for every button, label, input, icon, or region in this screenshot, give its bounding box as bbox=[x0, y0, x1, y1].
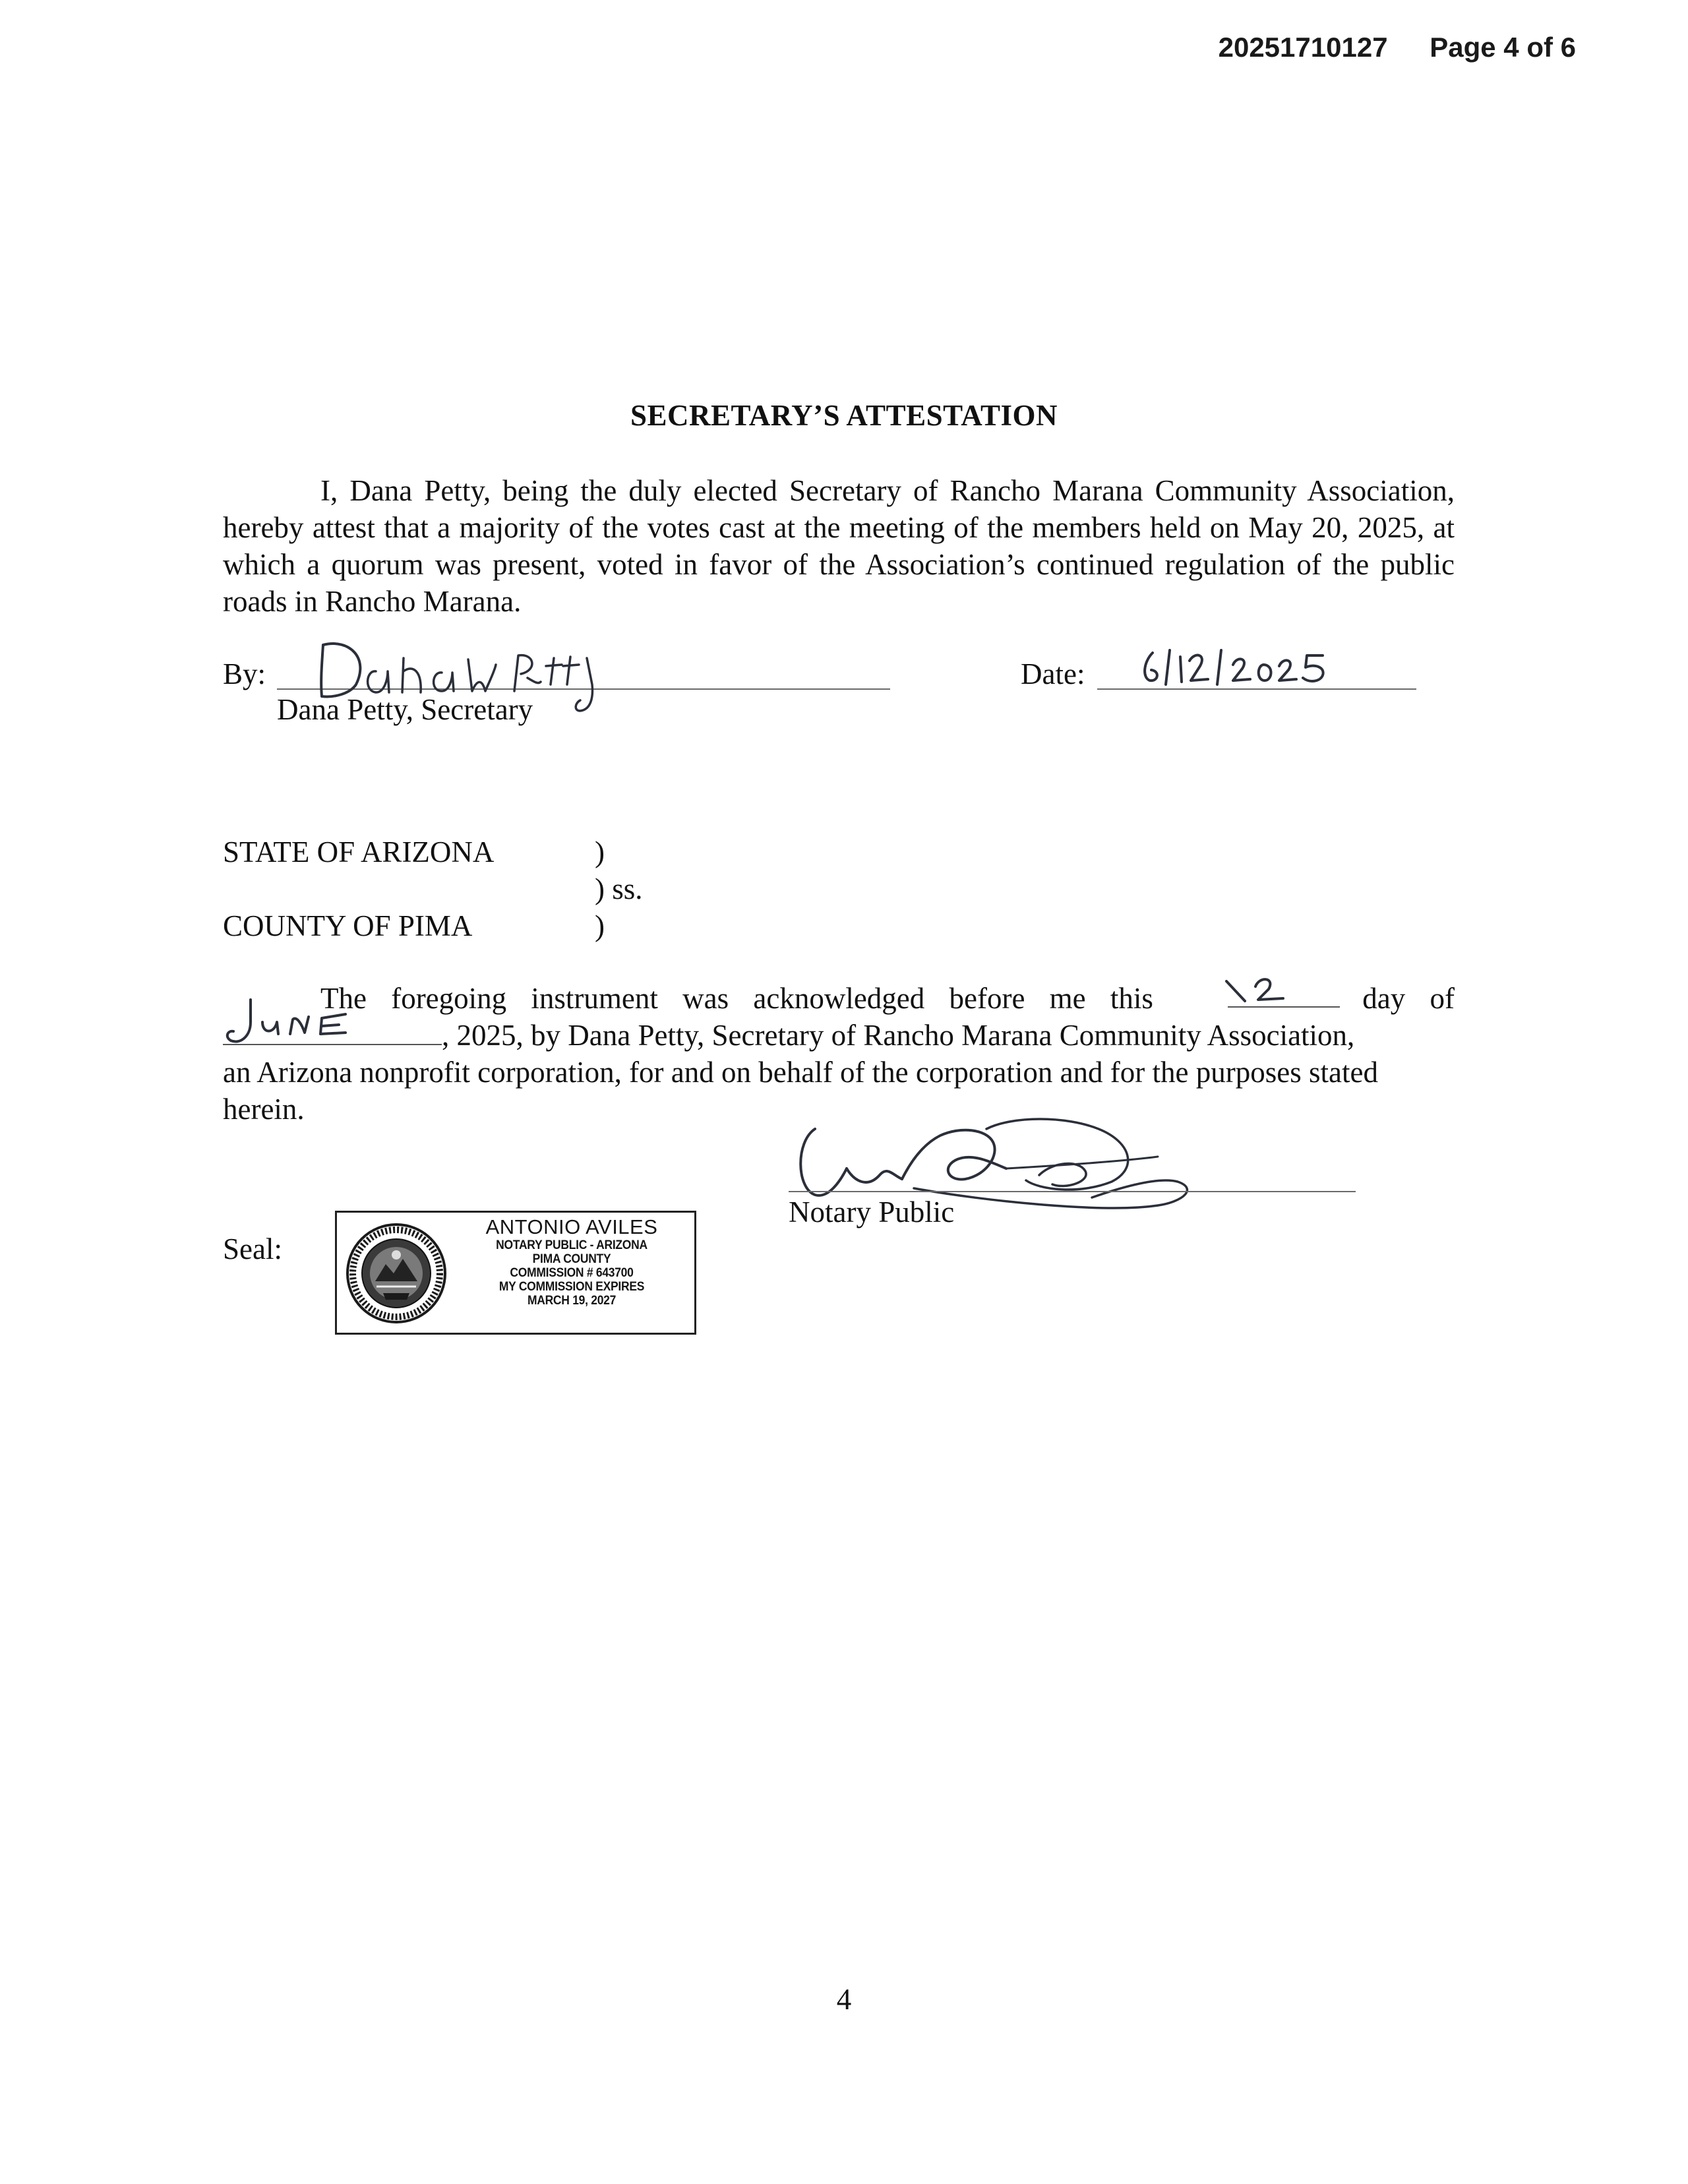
venue-county: COUNTY OF PIMA bbox=[223, 909, 473, 942]
handwritten-day bbox=[1220, 972, 1299, 1012]
page-label: Page 4 of 6 bbox=[1430, 32, 1576, 63]
document-title: SECRETARY’S ATTESTATION bbox=[630, 399, 1058, 432]
ack-line-1-end: day of bbox=[1362, 982, 1455, 1015]
stamp-text bbox=[453, 1217, 690, 1307]
by-label: By: bbox=[223, 657, 266, 690]
stamp-line-3: COMMISSION # 643700 bbox=[510, 1266, 634, 1280]
handwritten-date bbox=[1137, 645, 1354, 691]
attestation-paragraph: I, Dana Petty, being the duly elected Secretary of Rancho Marana Community Association, hereby attest that a majority of the votes cast at the meeting of the members held on May 20, 2025, at which a quorum was present, voted in favor of the Association’s continued regulation of the public roads in Rancho Marana. bbox=[223, 474, 1455, 618]
stamp-line-5: MARCH 19, 2027 bbox=[527, 1294, 617, 1308]
stamp-notary-name: ANTONIO AVILES bbox=[485, 1215, 658, 1238]
arizona-seal-icon bbox=[344, 1221, 449, 1326]
seal-label: Seal: bbox=[223, 1232, 282, 1265]
notary-public-label: Notary Public bbox=[789, 1196, 955, 1228]
stamp-line-2: PIMA COUNTY bbox=[532, 1252, 611, 1266]
document-number: 20251710127 bbox=[1218, 32, 1388, 63]
ack-line-2 bbox=[223, 1017, 1455, 1054]
ack-line-3: an Arizona nonprofit corporation, for and on behalf of the corporation and for the purposes stated bbox=[223, 1056, 1378, 1089]
signer-name: Dana Petty, Secretary bbox=[277, 693, 533, 726]
venue-paren-bottom: ) bbox=[595, 909, 605, 942]
venue-state: STATE OF ARIZONA bbox=[223, 835, 495, 868]
venue-paren-top: ) bbox=[595, 835, 605, 868]
notary-stamp bbox=[335, 1211, 696, 1335]
stamp-line-4: MY COMMISSION EXPIRES bbox=[498, 1280, 645, 1294]
stamp-line-1: NOTARY PUBLIC - ARIZONA bbox=[496, 1238, 648, 1252]
page-header bbox=[1219, 32, 1576, 63]
date-label: Date: bbox=[1021, 657, 1085, 690]
handwritten-month bbox=[216, 996, 375, 1055]
page-number: 4 bbox=[836, 1983, 852, 2016]
ack-line-1-start: The foregoing instrument was acknowledged before me this bbox=[320, 982, 1153, 1015]
venue-paren-ss: ) ss. bbox=[595, 872, 643, 905]
ack-line-4: herein. bbox=[223, 1093, 305, 1126]
notary-signature-line bbox=[789, 1191, 1356, 1192]
ack-line-2-rest: , 2025, by Dana Petty, Secretary of Rancho Marana Community Association, bbox=[442, 1019, 1355, 1052]
